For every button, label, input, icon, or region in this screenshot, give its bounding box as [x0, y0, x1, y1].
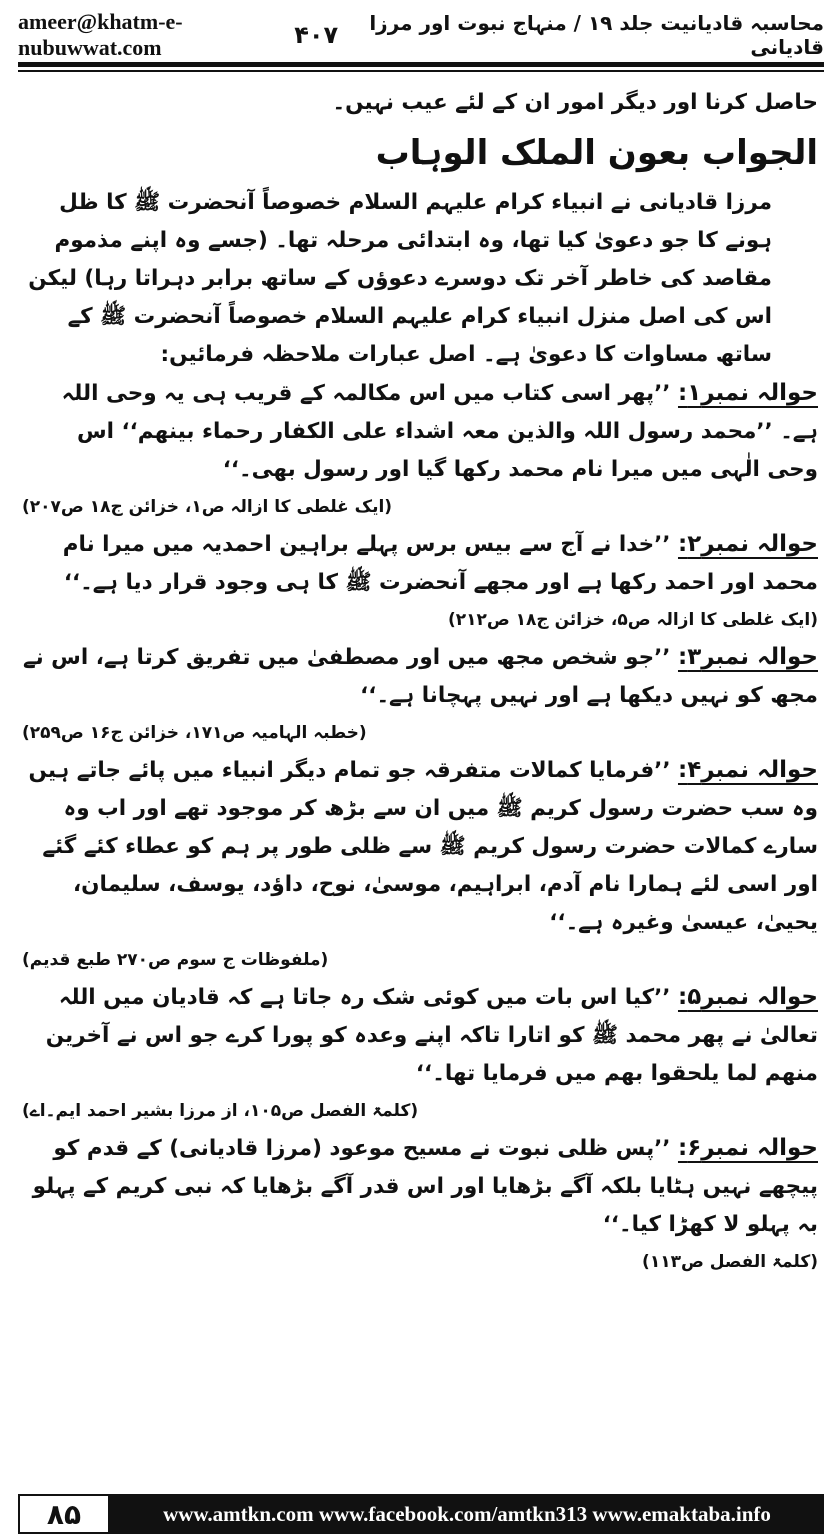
page-body	[22, 84, 818, 1280]
reference-6-source: (کلمۃ الفصل ص۱۱۳)	[642, 1252, 818, 1272]
reference-2-source: (ایک غلطی کا ازالہ ص۵، خزائن ج۱۸ ص۲۱۲)	[447, 610, 818, 630]
reference-5-source: (کلمۃ الفصل ص۱۰۵، از مرزا بشیر احمد ایم۔اے)	[22, 1101, 419, 1121]
page-footer	[18, 1494, 824, 1534]
page-header	[18, 10, 824, 60]
reference-5-label: حوالہ نمبر۵:	[677, 984, 818, 1010]
reference-6-text: ’’پس ظلی نبوت نے مسیح موعود (مرزا قادیانی) کے قدم کو پیچھے نہیں ہٹایا بلکہ آگے بڑھایا اور اس قدر آگے بڑھایا کہ نبی کریم کے پہلو بہ پہلو لا کھڑا کیا۔‘‘	[32, 1136, 818, 1237]
header-rule-thin	[18, 70, 824, 72]
reference-1-label: حوالہ نمبر۱:	[677, 380, 818, 406]
reference-1-source: (ایک غلطی کا ازالہ ص۱، خزائن ج۱۸ ص۲۰۷)	[22, 497, 393, 517]
reference-1-text: ’’پھر اسی کتاب میں اس مکالمہ کے قریب ہی یہ وحی اللہ ہے۔ ’’محمد رسول اللہ والذین معہ اشداء علی الکفار رحماء بینھم‘‘ اس وحی الٰہی میں میرا نام محمد رکھا گیا اور رسول بھی۔‘‘	[61, 381, 818, 482]
header-email[interactable]: ameer@khatm-e-nubuwwat.com	[18, 9, 183, 60]
reference-3-text: ’’جو شخص مجھ میں اور مصطفیٰ میں تفریق کرتا ہے، اس نے مجھ کو نہیں دیکھا ہے اور نہیں پہچانا ہے۔‘‘	[23, 645, 818, 708]
footer-links[interactable]: www.amtkn.com www.facebook.com/amtkn313 www.emaktaba.info	[163, 1501, 771, 1526]
header-title-group	[294, 11, 824, 59]
header-title: محاسبہ قادیانیت جلد ۱۹ / منہاج نبوت اور مرزا قادیانی	[369, 11, 824, 59]
reference-3	[22, 638, 818, 715]
header-page-number: ۴۰۷	[294, 21, 339, 49]
reference-2-text: ’’خدا نے آج سے بیس برس پہلے براہین احمدیہ میں میرا نام محمد اور احمد رکھا ہے اور مجھے آنحضرت ﷺ کا ہی وجود قرار دیا ہے۔‘‘	[62, 532, 818, 595]
section-heading: الجواب بعون الملک الوہاب	[375, 133, 818, 173]
reference-4-label: حوالہ نمبر۴:	[677, 757, 818, 783]
reference-2-label: حوالہ نمبر۲:	[677, 531, 818, 557]
reference-5-text: ’’کیا اس بات میں کوئی شک رہ جاتا ہے کہ قادیان میں اللہ تعالیٰ نے پھر محمد ﷺ کو اتارا تاکہ اپنے وعدہ کو پورا کرے جو اس نے آخرین منھم لما یلحقوا بھم میں فرمایا تھا۔‘‘	[45, 985, 818, 1086]
reference-1	[22, 374, 818, 489]
paragraph-main: مرزا قادیانی نے انبیاء کرام علیہم السلام خصوصاً آنحضرت ﷺ کا ظل ہونے کا جو دعویٰ کیا تھا، وہ ابتدائی مرحلہ تھا۔ (جسے وہ اپنے مذموم مقاصد کی خاطر آخر تک دوسرے دعوؤں کے ساتھ برابر دہراتا رہا) لیکن اس کی اصل منزل انبیاء کرام علیہم السلام خصوصاً آنحضرت ﷺ کے ساتھ مساوات کا دعویٰ ہے۔ اصل عبارات ملاحظہ فرمائیں:	[28, 190, 772, 367]
reference-3-source: (خطبہ الہامیہ ص۱۷۱، خزائن ج۱۶ ص۲۵۹)	[22, 723, 367, 743]
reference-2	[22, 525, 818, 602]
reference-4-text: ’’فرمایا کمالات متفرقہ جو تمام دیگر انبیاء میں پائے جاتے ہیں وہ سب حضرت رسول کریم ﷺ میں ان سے بڑھ کر موجود تھے اور اب وہ سارے کمالات حضرت رسول کریم ﷺ سے ظلی طور پر ہم کو عطاء کئے گئے اور اسی لئے ہمارا نام آدم، ابراہیم، موسیٰ، نوح، داؤد، یوسف، سلیمان، یحییٰ، عیسیٰ وغیرہ ہے۔‘‘	[28, 758, 818, 935]
reference-6	[22, 1129, 818, 1244]
reference-6-label: حوالہ نمبر۶:	[677, 1135, 818, 1161]
reference-5	[22, 978, 818, 1093]
footer-page-number: ۸۵	[18, 1494, 110, 1534]
intro-line: حاصل کرنا اور دیگر امور ان کے لئے عیب نہیں۔	[332, 90, 818, 115]
header-rule-thick	[18, 62, 824, 67]
reference-4	[22, 751, 818, 942]
reference-4-source: (ملفوظات ج سوم ص۲۷۰ طبع قدیم)	[22, 950, 329, 970]
reference-3-label: حوالہ نمبر۳:	[677, 644, 818, 670]
